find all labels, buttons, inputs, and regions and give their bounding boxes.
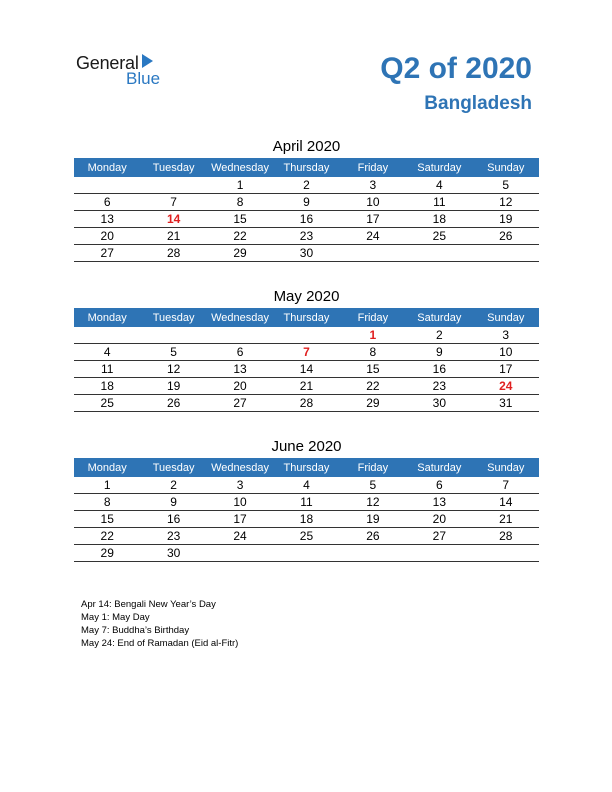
day-cell: 17 xyxy=(340,211,406,228)
day-cell: 20 xyxy=(406,511,472,528)
day-cell: 14 xyxy=(473,494,539,511)
day-cell: 29 xyxy=(207,245,273,262)
weekday-header: Sunday xyxy=(473,308,539,327)
day-cell: 6 xyxy=(207,344,273,361)
day-cell xyxy=(473,245,539,262)
day-cell: 5 xyxy=(473,177,539,194)
day-cell: 16 xyxy=(273,211,339,228)
day-cell: 9 xyxy=(406,344,472,361)
day-cell: 14 xyxy=(140,211,206,228)
week-row xyxy=(74,378,539,395)
calendar-grid xyxy=(74,158,539,262)
country-name: Bangladesh xyxy=(424,93,532,114)
weekday-header: Wednesday xyxy=(207,158,273,177)
day-cell: 4 xyxy=(273,477,339,494)
calendar-grid xyxy=(74,458,539,562)
logo-flag-icon xyxy=(142,54,153,68)
day-cell: 6 xyxy=(74,194,140,211)
weekday-header: Tuesday xyxy=(140,158,206,177)
weekday-header: Tuesday xyxy=(140,458,206,477)
day-cell: 7 xyxy=(273,344,339,361)
day-cell: 2 xyxy=(140,477,206,494)
day-cell: 27 xyxy=(207,395,273,412)
month-title: May 2020 xyxy=(273,288,340,305)
day-cell: 15 xyxy=(74,511,140,528)
weekday-header: Friday xyxy=(340,158,406,177)
month-title: April 2020 xyxy=(272,138,341,155)
weekday-header: Saturday xyxy=(406,308,472,327)
day-cell: 18 xyxy=(74,378,140,395)
day-cell: 22 xyxy=(74,528,140,545)
day-cell xyxy=(406,545,472,562)
day-cell: 6 xyxy=(406,477,472,494)
week-row xyxy=(74,545,539,562)
day-cell: 17 xyxy=(207,511,273,528)
holiday-notes xyxy=(81,598,238,650)
day-cell: 23 xyxy=(273,228,339,245)
holiday-note: May 7: Buddha’s Birthday xyxy=(81,625,190,636)
day-cell: 10 xyxy=(473,344,539,361)
day-cell: 5 xyxy=(340,477,406,494)
day-cell: 12 xyxy=(340,494,406,511)
weekday-header: Wednesday xyxy=(207,308,273,327)
day-cell: 25 xyxy=(74,395,140,412)
day-cell xyxy=(406,245,472,262)
day-cell: 5 xyxy=(140,344,206,361)
weekday-header: Thursday xyxy=(273,158,339,177)
day-cell: 26 xyxy=(140,395,206,412)
day-cell: 11 xyxy=(406,194,472,211)
day-cell: 8 xyxy=(340,344,406,361)
day-cell: 29 xyxy=(340,395,406,412)
day-cell: 27 xyxy=(406,528,472,545)
week-row xyxy=(74,194,539,211)
day-cell: 19 xyxy=(473,211,539,228)
day-cell: 3 xyxy=(340,177,406,194)
weekday-header: Friday xyxy=(340,458,406,477)
day-cell: 28 xyxy=(473,528,539,545)
day-cell xyxy=(207,327,273,344)
weekday-header-row xyxy=(74,158,539,177)
day-cell: 21 xyxy=(473,511,539,528)
weekday-header: Saturday xyxy=(406,158,472,177)
day-cell xyxy=(273,545,339,562)
day-cell: 14 xyxy=(273,361,339,378)
day-cell: 13 xyxy=(207,361,273,378)
day-cell: 2 xyxy=(406,327,472,344)
weekday-header: Thursday xyxy=(273,458,339,477)
day-cell: 23 xyxy=(140,528,206,545)
week-row xyxy=(74,477,539,494)
day-cell: 26 xyxy=(340,528,406,545)
day-cell: 9 xyxy=(140,494,206,511)
logo-general-text: General xyxy=(76,53,139,73)
day-cell: 11 xyxy=(74,361,140,378)
day-cell xyxy=(140,327,206,344)
day-cell: 3 xyxy=(207,477,273,494)
day-cell: 8 xyxy=(207,194,273,211)
day-cell: 7 xyxy=(140,194,206,211)
week-row xyxy=(74,494,539,511)
day-cell: 15 xyxy=(340,361,406,378)
day-cell: 28 xyxy=(140,245,206,262)
week-row xyxy=(74,361,539,378)
weekday-header-row xyxy=(74,458,539,477)
day-cell: 9 xyxy=(273,194,339,211)
day-cell: 30 xyxy=(140,545,206,562)
day-cell xyxy=(340,245,406,262)
calendar-grid xyxy=(74,308,539,412)
day-cell xyxy=(74,177,140,194)
holiday-note: May 1: May Day xyxy=(81,612,150,623)
day-cell: 22 xyxy=(207,228,273,245)
day-cell: 1 xyxy=(207,177,273,194)
day-cell: 19 xyxy=(340,511,406,528)
day-cell: 13 xyxy=(406,494,472,511)
holiday-note: May 24: End of Ramadan (Eid al-Fitr) xyxy=(81,638,239,649)
day-cell: 20 xyxy=(207,378,273,395)
weekday-header: Sunday xyxy=(473,158,539,177)
day-cell: 24 xyxy=(473,378,539,395)
day-cell: 25 xyxy=(406,228,472,245)
day-cell: 31 xyxy=(473,395,539,412)
weekday-header: Friday xyxy=(340,308,406,327)
day-cell: 12 xyxy=(473,194,539,211)
day-cell: 17 xyxy=(473,361,539,378)
page-title: Q2 of 2020 xyxy=(380,52,532,85)
day-cell: 23 xyxy=(406,378,472,395)
day-cell: 15 xyxy=(207,211,273,228)
week-row xyxy=(74,245,539,262)
day-cell: 24 xyxy=(207,528,273,545)
week-row xyxy=(74,211,539,228)
day-cell: 30 xyxy=(273,245,339,262)
day-cell: 30 xyxy=(406,395,472,412)
day-cell: 10 xyxy=(340,194,406,211)
day-cell: 1 xyxy=(74,477,140,494)
day-cell: 27 xyxy=(74,245,140,262)
week-row xyxy=(74,344,539,361)
day-cell: 24 xyxy=(340,228,406,245)
weekday-header: Sunday xyxy=(473,458,539,477)
day-cell: 16 xyxy=(406,361,472,378)
week-row xyxy=(74,228,539,245)
day-cell xyxy=(140,177,206,194)
weekday-header: Monday xyxy=(74,458,140,477)
day-cell: 7 xyxy=(473,477,539,494)
day-cell: 18 xyxy=(406,211,472,228)
day-cell: 1 xyxy=(340,327,406,344)
day-cell: 20 xyxy=(74,228,140,245)
day-cell xyxy=(473,545,539,562)
day-cell: 25 xyxy=(273,528,339,545)
week-row xyxy=(74,327,539,344)
day-cell: 8 xyxy=(74,494,140,511)
weekday-header: Monday xyxy=(74,158,140,177)
day-cell: 28 xyxy=(273,395,339,412)
day-cell xyxy=(273,327,339,344)
month-june xyxy=(74,436,539,562)
weekday-header: Thursday xyxy=(273,308,339,327)
day-cell: 10 xyxy=(207,494,273,511)
day-cell: 22 xyxy=(340,378,406,395)
month-title: June 2020 xyxy=(271,438,342,455)
day-cell xyxy=(74,327,140,344)
day-cell: 11 xyxy=(273,494,339,511)
logo-blue-text: Blue xyxy=(126,69,161,88)
day-cell xyxy=(340,545,406,562)
week-row xyxy=(74,395,539,412)
month-april xyxy=(74,136,539,262)
day-cell: 19 xyxy=(140,378,206,395)
weekday-header: Monday xyxy=(74,308,140,327)
day-cell: 3 xyxy=(473,327,539,344)
week-row xyxy=(74,511,539,528)
brand-logo xyxy=(76,53,176,89)
day-cell: 2 xyxy=(273,177,339,194)
week-row xyxy=(74,528,539,545)
day-cell: 21 xyxy=(273,378,339,395)
weekday-header-row xyxy=(74,308,539,327)
week-row xyxy=(74,177,539,194)
weekday-header: Wednesday xyxy=(207,458,273,477)
holiday-note: Apr 14: Bengali New Year’s Day xyxy=(81,599,216,610)
weekday-header: Saturday xyxy=(406,458,472,477)
day-cell: 4 xyxy=(406,177,472,194)
day-cell: 12 xyxy=(140,361,206,378)
day-cell: 18 xyxy=(273,511,339,528)
day-cell: 16 xyxy=(140,511,206,528)
month-may xyxy=(74,286,539,412)
day-cell: 21 xyxy=(140,228,206,245)
day-cell: 4 xyxy=(74,344,140,361)
weekday-header: Tuesday xyxy=(140,308,206,327)
day-cell: 29 xyxy=(74,545,140,562)
day-cell xyxy=(207,545,273,562)
day-cell: 26 xyxy=(473,228,539,245)
day-cell: 13 xyxy=(74,211,140,228)
